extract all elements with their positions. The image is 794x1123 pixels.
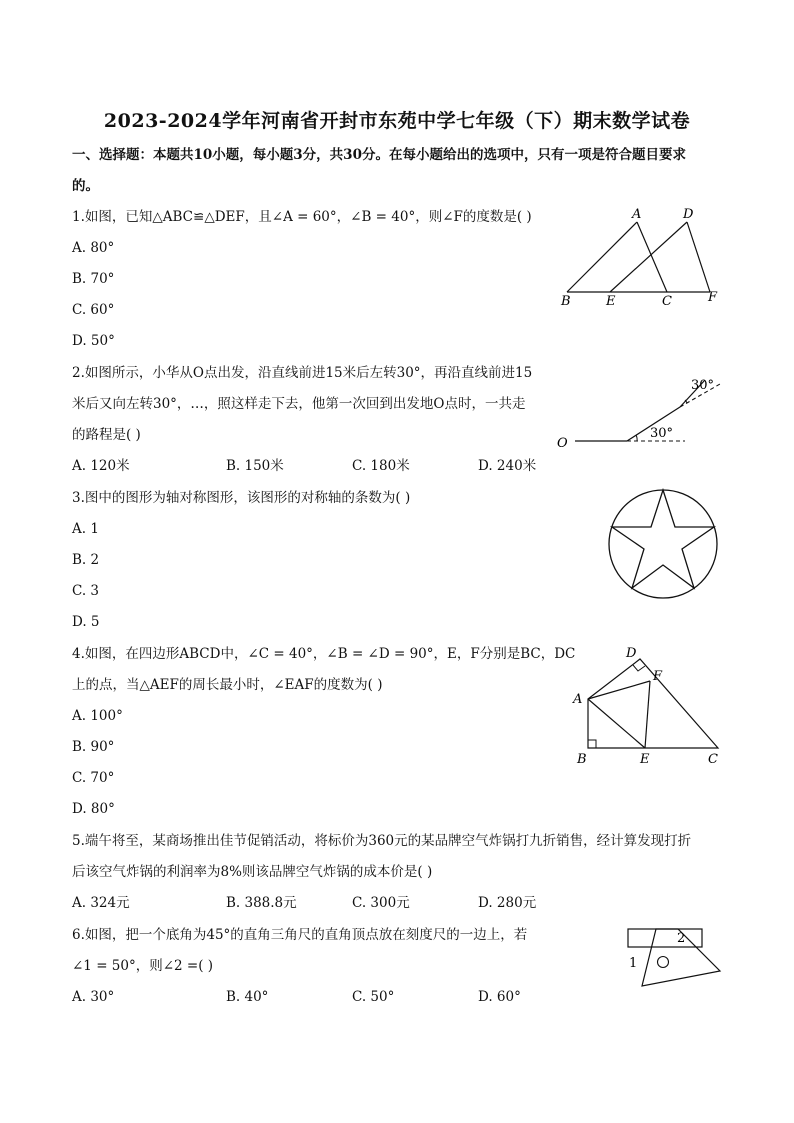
question-3-stem: 3.图中的图形为轴对称图形，该图形的对称轴的条数为( ): [72, 490, 411, 506]
question-4-figure: [565, 645, 725, 770]
question-1-option-b[interactable]: B. 70°: [72, 271, 115, 287]
question-2-stem-line2: 米后又向左转30°，…，照这样走下去，他第一次回到出发地O点时，一共走: [72, 396, 526, 412]
question-5-option-a[interactable]: A. 324元: [72, 895, 130, 911]
question-4-option-c[interactable]: C. 70°: [72, 770, 115, 786]
q1-label-b: B: [561, 294, 571, 309]
q1-label-e: E: [606, 294, 616, 309]
question-1-figure: [555, 205, 730, 310]
q1-label-a: A: [632, 207, 642, 222]
question-6-option-d[interactable]: D. 60°: [478, 989, 521, 1005]
question-5-stem-line2: 后该空气炸锅的利润率为8%则该品牌空气炸锅的成本价是( ): [72, 864, 433, 880]
question-2-option-d[interactable]: D. 240米: [478, 458, 537, 474]
q4-label-c: C: [708, 752, 718, 767]
question-2-option-a[interactable]: A. 120米: [72, 458, 130, 474]
q4-label-a: A: [573, 692, 583, 707]
question-6-stem-line1: 6.如图，把一个底角为45°的直角三角尺的直角顶点放在刻度尺的一边上，若: [72, 927, 528, 943]
question-4-option-d[interactable]: D. 80°: [72, 801, 115, 817]
question-3-option-d[interactable]: D. 5: [72, 614, 100, 630]
q4-label-f: F: [653, 669, 663, 684]
question-4-option-b[interactable]: B. 90°: [72, 739, 115, 755]
paper-title: 2023-2024学年河南省开封市东苑中学七年级（下）期末数学试卷: [103, 110, 691, 132]
question-3-option-b[interactable]: B. 2: [72, 552, 100, 568]
question-6-option-c[interactable]: C. 50°: [352, 989, 395, 1005]
q6-label-1: 1: [629, 956, 638, 971]
question-6-option-b[interactable]: B. 40°: [226, 989, 269, 1005]
question-2-option-c[interactable]: C. 180米: [352, 458, 410, 474]
question-6-stem-line2: ∠1 = 50°，则∠2 =( ): [72, 958, 214, 974]
question-3-figure: [606, 487, 721, 602]
question-6-option-a[interactable]: A. 30°: [72, 989, 115, 1005]
question-3-option-c[interactable]: C. 3: [72, 583, 100, 599]
question-2-stem-line1: 2.如图所示，小华从O点出发，沿直线前进15米后左转30°，再沿直线前进15: [72, 365, 533, 381]
section-heading-cont: 的。: [72, 178, 99, 194]
q2-angle-bottom: 30°: [650, 426, 674, 441]
question-5-option-c[interactable]: C. 300元: [352, 895, 410, 911]
question-5-option-b[interactable]: B. 388.8元: [226, 895, 297, 911]
q4-label-d: D: [626, 646, 637, 661]
question-2-option-b[interactable]: B. 150米: [226, 458, 284, 474]
question-1-stem: 1.如图，已知△ABC≌△DEF，且∠A = 60°，∠B = 40°，则∠F的度数是( ): [72, 209, 532, 225]
question-3-option-a[interactable]: A. 1: [72, 521, 99, 537]
q4-label-e: E: [640, 752, 650, 767]
question-4-option-a[interactable]: A. 100°: [72, 708, 123, 724]
question-6-figure: [618, 922, 728, 997]
section-heading: 一、选择题：本题共10小题，每小题3分，共30分。在每小题给出的选项中，只有一项是符合题目要求: [72, 147, 686, 163]
q1-label-d: D: [683, 207, 694, 222]
question-1-option-a[interactable]: A. 80°: [72, 240, 115, 256]
question-2-figure: [555, 365, 730, 460]
q1-label-c: C: [662, 294, 672, 309]
question-1-option-d[interactable]: D. 50°: [72, 333, 115, 349]
question-1-option-c[interactable]: C. 60°: [72, 302, 115, 318]
question-5-option-d[interactable]: D. 280元: [478, 895, 537, 911]
question-4-stem-line2: 上的点，当△AEF的周长最小时，∠EAF的度数为( ): [72, 677, 383, 693]
question-5-stem-line1: 5.端午将至，某商场推出佳节促销活动，将标价为360元的某品牌空气炸锅打九折销售，经计算发现打折: [72, 833, 692, 849]
q1-label-f: F: [708, 290, 718, 305]
q2-angle-top: 30°: [691, 378, 715, 393]
q4-label-b: B: [577, 752, 587, 767]
q2-label-o: O: [557, 436, 568, 451]
question-2-stem-line3: 的路程是( ): [72, 427, 141, 443]
q6-label-2: 2: [677, 931, 686, 946]
question-4-stem-line1: 4.如图，在四边形ABCD中，∠C = 40°，∠B = ∠D = 90°，E，F分别是BC，DC: [72, 646, 576, 662]
